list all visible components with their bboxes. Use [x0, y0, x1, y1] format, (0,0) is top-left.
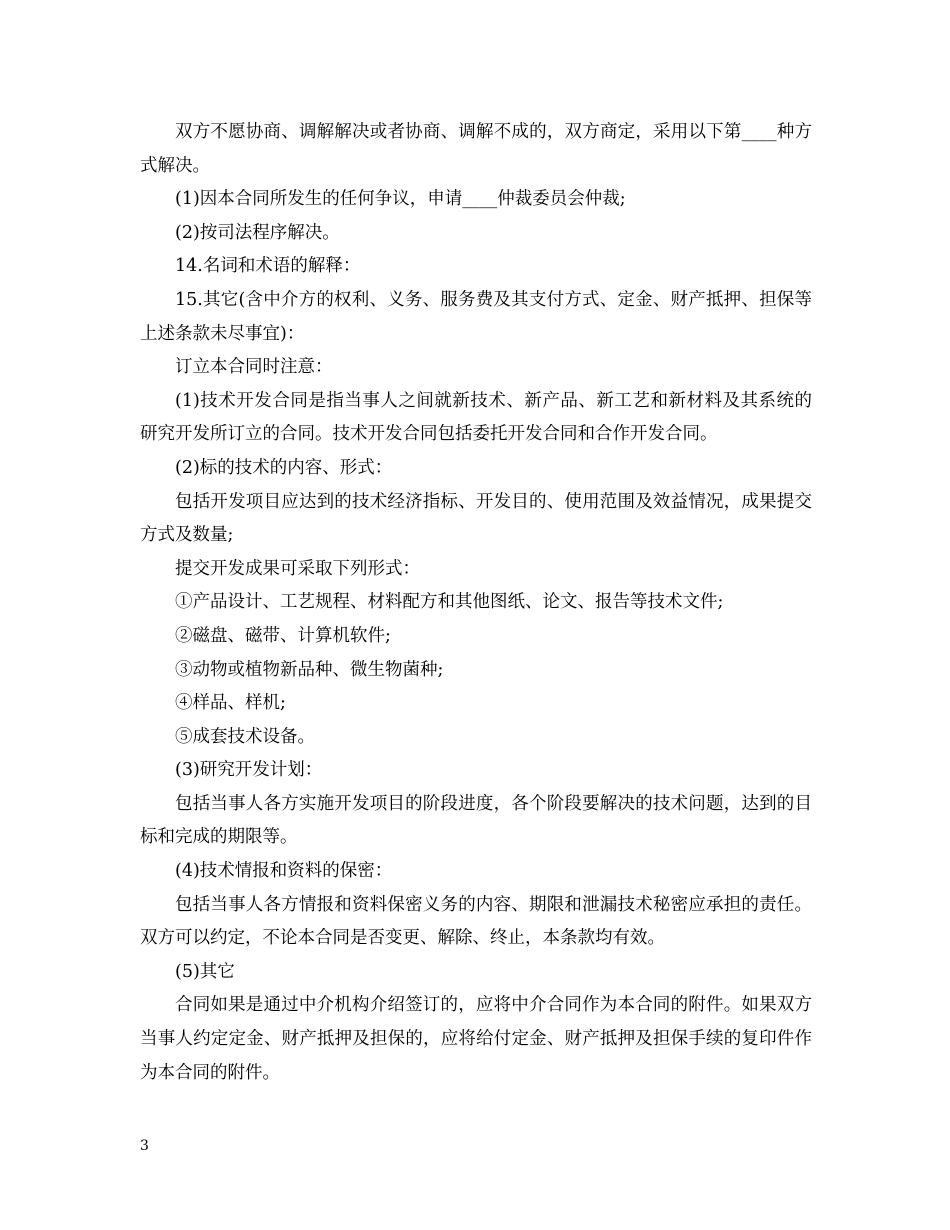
- paragraph: 订立本合同时注意：: [175, 357, 333, 378]
- paragraph: ②磁盘、磁带、计算机软件;: [175, 625, 391, 646]
- paragraph: 双方不愿协商、调解解决或者协商、调解不成的，双方商定，采用以下第____种方式解决。: [140, 122, 812, 176]
- paragraph: (4)技术情报和资料的保密：: [175, 861, 393, 882]
- paragraph: (2)按司法程序解决。: [175, 222, 340, 243]
- paragraph: (5)其它: [175, 961, 235, 982]
- paragraph: 合同如果是通过中介机构介绍签订的，应将中介合同作为本合同的附件。如果双方当事人约定定金、财产抵押及担保的，应将给付定金、财产抵押及担保手续的复印件作为本合同的附件。: [140, 995, 812, 1083]
- paragraph: ④样品、样机;: [175, 693, 286, 714]
- paragraph: (1)因本合同所发生的任何争议，申请____仲裁委员会仲裁;: [175, 189, 626, 210]
- paragraph: (1)技术开发合同是指当事人之间就新技术、新产品、新工艺和新材料及其系统的研究开发所订立的合同。技术开发合同包括委托开发合同和合作开发合同。: [140, 390, 812, 445]
- paragraph: 包括当事人各方实施开发项目的阶段进度，各个阶段要解决的技术问题，达到的目标和完成的期限等。: [140, 793, 812, 848]
- paragraph: 15.其它(含中介方的权利、义务、服务费及其支付方式、定金、财产抵押、担保等上述条款未尽事宜)：: [140, 289, 812, 344]
- paragraph: 包括开发项目应达到的技术经济指标、开发目的、使用范围及效益情况，成果提交方式及数量;: [140, 491, 812, 546]
- paragraph: ①产品设计、工艺规程、材料配方和其他图纸、论文、报告等技术文件;: [175, 592, 724, 613]
- paragraph: ③动物或植物新品种、微生物菌种;: [175, 659, 444, 680]
- paragraph: 包括当事人各方情报和资料保密义务的内容、期限和泄漏技术秘密应承担的责任。双方可以约定，不论本合同是否变更、解除、终止，本条款均有效。: [140, 894, 812, 949]
- paragraph: 提交开发成果可采取下列形式：: [175, 558, 420, 579]
- page-number: 3: [140, 1138, 149, 1154]
- paragraph: (3)研究开发计划：: [175, 760, 323, 781]
- paragraph: (2)标的技术的内容、形式：: [175, 457, 393, 478]
- paragraph: 14.名词和术语的解释：: [175, 256, 361, 277]
- document-body: [140, 116, 812, 1090]
- paragraph: ⑤成套技术设备。: [175, 726, 315, 747]
